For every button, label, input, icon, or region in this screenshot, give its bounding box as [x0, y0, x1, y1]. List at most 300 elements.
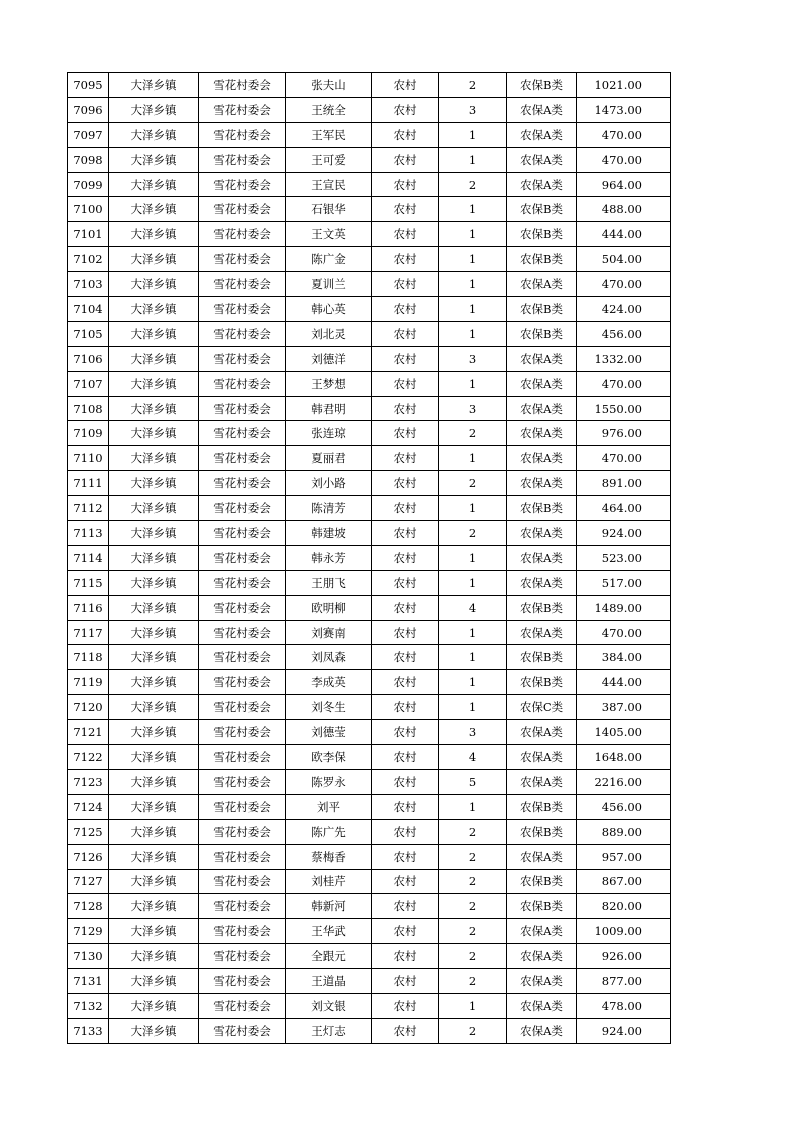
row-number-cell: 7130 [68, 944, 109, 969]
insurance-category-cell: 农保A类 [507, 446, 577, 471]
area-type-cell: 农村 [372, 645, 439, 670]
area-type-cell: 农村 [372, 844, 439, 869]
row-number-cell: 7107 [68, 371, 109, 396]
area-type-cell: 农村 [372, 421, 439, 446]
row-number-cell: 7106 [68, 346, 109, 371]
table-row [68, 993, 671, 1018]
table-row [68, 894, 671, 919]
table-row [68, 620, 671, 645]
amount-cell: 470.00 [577, 122, 671, 147]
name-cell: 王军民 [286, 122, 372, 147]
amount-cell: 1332.00 [577, 346, 671, 371]
village-committee-cell: 雪花村委会 [199, 645, 286, 670]
village-committee-cell: 雪花村委会 [199, 471, 286, 496]
township-cell: 大泽乡镇 [109, 969, 199, 994]
village-committee-cell: 雪花村委会 [199, 197, 286, 222]
row-number-cell: 7100 [68, 197, 109, 222]
township-cell: 大泽乡镇 [109, 844, 199, 869]
area-type-cell: 农村 [372, 769, 439, 794]
name-cell: 夏丽君 [286, 446, 372, 471]
village-committee-cell: 雪花村委会 [199, 521, 286, 546]
row-number-cell: 7124 [68, 794, 109, 819]
name-cell: 王文英 [286, 222, 372, 247]
table-row [68, 1018, 671, 1043]
area-type-cell: 农村 [372, 620, 439, 645]
area-type-cell: 农村 [372, 695, 439, 720]
township-cell: 大泽乡镇 [109, 421, 199, 446]
table-row [68, 695, 671, 720]
village-committee-cell: 雪花村委会 [199, 944, 286, 969]
area-type-cell: 农村 [372, 794, 439, 819]
area-type-cell: 农村 [372, 321, 439, 346]
amount-cell: 924.00 [577, 1018, 671, 1043]
area-type-cell: 农村 [372, 222, 439, 247]
insurance-category-cell: 农保B类 [507, 645, 577, 670]
household-count-cell: 1 [439, 496, 507, 521]
name-cell: 刘平 [286, 794, 372, 819]
name-cell: 陈罗永 [286, 769, 372, 794]
area-type-cell: 农村 [372, 371, 439, 396]
table-row [68, 247, 671, 272]
area-type-cell: 农村 [372, 272, 439, 297]
insurance-category-cell: 农保A类 [507, 769, 577, 794]
area-type-cell: 农村 [372, 396, 439, 421]
township-cell: 大泽乡镇 [109, 595, 199, 620]
name-cell: 王灯志 [286, 1018, 372, 1043]
amount-cell: 456.00 [577, 321, 671, 346]
household-count-cell: 1 [439, 570, 507, 595]
name-cell: 刘桂芹 [286, 869, 372, 894]
name-cell: 王可爱 [286, 147, 372, 172]
area-type-cell: 农村 [372, 720, 439, 745]
village-committee-cell: 雪花村委会 [199, 396, 286, 421]
village-committee-cell: 雪花村委会 [199, 147, 286, 172]
area-type-cell: 农村 [372, 197, 439, 222]
township-cell: 大泽乡镇 [109, 521, 199, 546]
household-count-cell: 1 [439, 197, 507, 222]
township-cell: 大泽乡镇 [109, 645, 199, 670]
household-count-cell: 1 [439, 993, 507, 1018]
household-count-cell: 2 [439, 1018, 507, 1043]
village-committee-cell: 雪花村委会 [199, 745, 286, 770]
name-cell: 韩君明 [286, 396, 372, 421]
amount-cell: 926.00 [577, 944, 671, 969]
name-cell: 刘德洋 [286, 346, 372, 371]
table-row [68, 272, 671, 297]
insurance-category-cell: 农保B类 [507, 496, 577, 521]
table-row [68, 346, 671, 371]
amount-cell: 976.00 [577, 421, 671, 446]
row-number-cell: 7110 [68, 446, 109, 471]
household-count-cell: 1 [439, 297, 507, 322]
insurance-category-cell: 农保A类 [507, 396, 577, 421]
name-cell: 刘凤森 [286, 645, 372, 670]
row-number-cell: 7132 [68, 993, 109, 1018]
name-cell: 刘小路 [286, 471, 372, 496]
insurance-category-cell: 农保A类 [507, 471, 577, 496]
household-count-cell: 1 [439, 695, 507, 720]
village-committee-cell: 雪花村委会 [199, 993, 286, 1018]
household-count-cell: 3 [439, 346, 507, 371]
township-cell: 大泽乡镇 [109, 97, 199, 122]
township-cell: 大泽乡镇 [109, 894, 199, 919]
insurance-category-cell: 农保A类 [507, 421, 577, 446]
amount-cell: 424.00 [577, 297, 671, 322]
table-row [68, 73, 671, 98]
township-cell: 大泽乡镇 [109, 446, 199, 471]
amount-cell: 470.00 [577, 147, 671, 172]
township-cell: 大泽乡镇 [109, 496, 199, 521]
township-cell: 大泽乡镇 [109, 122, 199, 147]
name-cell: 王华武 [286, 919, 372, 944]
table-row [68, 421, 671, 446]
township-cell: 大泽乡镇 [109, 272, 199, 297]
township-cell: 大泽乡镇 [109, 570, 199, 595]
table-row [68, 172, 671, 197]
township-cell: 大泽乡镇 [109, 1018, 199, 1043]
name-cell: 王道晶 [286, 969, 372, 994]
amount-cell: 387.00 [577, 695, 671, 720]
village-committee-cell: 雪花村委会 [199, 695, 286, 720]
township-cell: 大泽乡镇 [109, 720, 199, 745]
village-committee-cell: 雪花村委会 [199, 122, 286, 147]
household-count-cell: 5 [439, 769, 507, 794]
table-row [68, 471, 671, 496]
village-committee-cell: 雪花村委会 [199, 969, 286, 994]
amount-cell: 867.00 [577, 869, 671, 894]
household-count-cell: 3 [439, 396, 507, 421]
village-committee-cell: 雪花村委会 [199, 869, 286, 894]
township-cell: 大泽乡镇 [109, 769, 199, 794]
insurance-category-cell: 农保A类 [507, 720, 577, 745]
area-type-cell: 农村 [372, 545, 439, 570]
name-cell: 刘冬生 [286, 695, 372, 720]
insurance-category-cell: 农保A类 [507, 545, 577, 570]
insurance-category-cell: 农保B类 [507, 794, 577, 819]
insurance-category-cell: 农保A类 [507, 272, 577, 297]
table-row [68, 745, 671, 770]
village-committee-cell: 雪花村委会 [199, 844, 286, 869]
row-number-cell: 7104 [68, 297, 109, 322]
amount-cell: 444.00 [577, 670, 671, 695]
row-number-cell: 7112 [68, 496, 109, 521]
row-number-cell: 7113 [68, 521, 109, 546]
household-count-cell: 1 [439, 670, 507, 695]
township-cell: 大泽乡镇 [109, 620, 199, 645]
insurance-category-cell: 农保B类 [507, 670, 577, 695]
amount-cell: 384.00 [577, 645, 671, 670]
row-number-cell: 7117 [68, 620, 109, 645]
amount-cell: 1405.00 [577, 720, 671, 745]
township-cell: 大泽乡镇 [109, 371, 199, 396]
amount-cell: 924.00 [577, 521, 671, 546]
insurance-category-cell: 农保A类 [507, 969, 577, 994]
household-count-cell: 1 [439, 645, 507, 670]
household-count-cell: 2 [439, 969, 507, 994]
area-type-cell: 农村 [372, 122, 439, 147]
row-number-cell: 7102 [68, 247, 109, 272]
table-row [68, 396, 671, 421]
insurance-category-cell: 农保A类 [507, 570, 577, 595]
row-number-cell: 7109 [68, 421, 109, 446]
name-cell: 欧李保 [286, 745, 372, 770]
household-count-cell: 2 [439, 521, 507, 546]
table-row [68, 869, 671, 894]
household-count-cell: 2 [439, 894, 507, 919]
amount-cell: 820.00 [577, 894, 671, 919]
village-committee-cell: 雪花村委会 [199, 272, 286, 297]
table-row [68, 297, 671, 322]
table-row [68, 919, 671, 944]
insurance-category-cell: 农保B类 [507, 819, 577, 844]
table-row [68, 819, 671, 844]
village-committee-cell: 雪花村委会 [199, 297, 286, 322]
area-type-cell: 农村 [372, 172, 439, 197]
village-committee-cell: 雪花村委会 [199, 894, 286, 919]
name-cell: 刘文银 [286, 993, 372, 1018]
name-cell: 陈清芳 [286, 496, 372, 521]
amount-cell: 456.00 [577, 794, 671, 819]
township-cell: 大泽乡镇 [109, 471, 199, 496]
township-cell: 大泽乡镇 [109, 297, 199, 322]
name-cell: 韩建坡 [286, 521, 372, 546]
name-cell: 欧明柳 [286, 595, 372, 620]
row-number-cell: 7097 [68, 122, 109, 147]
area-type-cell: 农村 [372, 894, 439, 919]
area-type-cell: 农村 [372, 1018, 439, 1043]
village-committee-cell: 雪花村委会 [199, 346, 286, 371]
township-cell: 大泽乡镇 [109, 695, 199, 720]
name-cell: 刘赛南 [286, 620, 372, 645]
name-cell: 全跟元 [286, 944, 372, 969]
name-cell: 王朋飞 [286, 570, 372, 595]
township-cell: 大泽乡镇 [109, 745, 199, 770]
township-cell: 大泽乡镇 [109, 222, 199, 247]
name-cell: 陈广先 [286, 819, 372, 844]
insurance-category-cell: 农保A类 [507, 97, 577, 122]
township-cell: 大泽乡镇 [109, 919, 199, 944]
household-count-cell: 1 [439, 545, 507, 570]
area-type-cell: 农村 [372, 471, 439, 496]
area-type-cell: 农村 [372, 147, 439, 172]
row-number-cell: 7114 [68, 545, 109, 570]
amount-cell: 478.00 [577, 993, 671, 1018]
row-number-cell: 7128 [68, 894, 109, 919]
data-table [67, 72, 671, 1044]
township-cell: 大泽乡镇 [109, 944, 199, 969]
name-cell: 张夫山 [286, 73, 372, 98]
insurance-category-cell: 农保B类 [507, 197, 577, 222]
amount-cell: 1473.00 [577, 97, 671, 122]
amount-cell: 470.00 [577, 371, 671, 396]
table-row [68, 944, 671, 969]
name-cell: 夏训兰 [286, 272, 372, 297]
household-count-cell: 2 [439, 421, 507, 446]
table-row [68, 645, 671, 670]
amount-cell: 889.00 [577, 819, 671, 844]
township-cell: 大泽乡镇 [109, 321, 199, 346]
township-cell: 大泽乡镇 [109, 545, 199, 570]
table-body [68, 73, 671, 1044]
village-committee-cell: 雪花村委会 [199, 496, 286, 521]
household-count-cell: 4 [439, 745, 507, 770]
amount-cell: 964.00 [577, 172, 671, 197]
area-type-cell: 农村 [372, 944, 439, 969]
insurance-category-cell: 农保A类 [507, 620, 577, 645]
row-number-cell: 7122 [68, 745, 109, 770]
table-row [68, 147, 671, 172]
village-committee-cell: 雪花村委会 [199, 446, 286, 471]
amount-cell: 470.00 [577, 446, 671, 471]
table-row [68, 720, 671, 745]
row-number-cell: 7123 [68, 769, 109, 794]
township-cell: 大泽乡镇 [109, 396, 199, 421]
village-committee-cell: 雪花村委会 [199, 172, 286, 197]
amount-cell: 2216.00 [577, 769, 671, 794]
insurance-category-cell: 农保B类 [507, 595, 577, 620]
table-row [68, 321, 671, 346]
amount-cell: 1648.00 [577, 745, 671, 770]
row-number-cell: 7118 [68, 645, 109, 670]
insurance-category-cell: 农保B类 [507, 869, 577, 894]
area-type-cell: 农村 [372, 869, 439, 894]
household-count-cell: 2 [439, 172, 507, 197]
township-cell: 大泽乡镇 [109, 794, 199, 819]
row-number-cell: 7133 [68, 1018, 109, 1043]
household-count-cell: 1 [439, 147, 507, 172]
row-number-cell: 7131 [68, 969, 109, 994]
amount-cell: 957.00 [577, 844, 671, 869]
row-number-cell: 7099 [68, 172, 109, 197]
household-count-cell: 2 [439, 944, 507, 969]
row-number-cell: 7101 [68, 222, 109, 247]
village-committee-cell: 雪花村委会 [199, 247, 286, 272]
household-count-cell: 1 [439, 122, 507, 147]
name-cell: 刘德莹 [286, 720, 372, 745]
township-cell: 大泽乡镇 [109, 147, 199, 172]
village-committee-cell: 雪花村委会 [199, 97, 286, 122]
amount-cell: 523.00 [577, 545, 671, 570]
household-count-cell: 2 [439, 919, 507, 944]
area-type-cell: 农村 [372, 73, 439, 98]
row-number-cell: 7115 [68, 570, 109, 595]
insurance-category-cell: 农保A类 [507, 346, 577, 371]
row-number-cell: 7120 [68, 695, 109, 720]
insurance-category-cell: 农保B类 [507, 894, 577, 919]
insurance-category-cell: 农保B类 [507, 297, 577, 322]
table-row [68, 446, 671, 471]
village-committee-cell: 雪花村委会 [199, 1018, 286, 1043]
row-number-cell: 7098 [68, 147, 109, 172]
household-count-cell: 1 [439, 794, 507, 819]
village-committee-cell: 雪花村委会 [199, 620, 286, 645]
township-cell: 大泽乡镇 [109, 247, 199, 272]
name-cell: 王宣民 [286, 172, 372, 197]
township-cell: 大泽乡镇 [109, 869, 199, 894]
table-row [68, 769, 671, 794]
village-committee-cell: 雪花村委会 [199, 570, 286, 595]
name-cell: 张连琼 [286, 421, 372, 446]
village-committee-cell: 雪花村委会 [199, 321, 286, 346]
amount-cell: 1009.00 [577, 919, 671, 944]
area-type-cell: 农村 [372, 247, 439, 272]
amount-cell: 464.00 [577, 496, 671, 521]
household-count-cell: 3 [439, 720, 507, 745]
insurance-category-cell: 农保A类 [507, 944, 577, 969]
township-cell: 大泽乡镇 [109, 670, 199, 695]
row-number-cell: 7121 [68, 720, 109, 745]
row-number-cell: 7105 [68, 321, 109, 346]
row-number-cell: 7127 [68, 869, 109, 894]
household-count-cell: 1 [439, 272, 507, 297]
table-row [68, 545, 671, 570]
insurance-category-cell: 农保A类 [507, 919, 577, 944]
row-number-cell: 7096 [68, 97, 109, 122]
insurance-category-cell: 农保A类 [507, 745, 577, 770]
amount-cell: 470.00 [577, 620, 671, 645]
insurance-category-cell: 农保A类 [507, 147, 577, 172]
name-cell: 韩新河 [286, 894, 372, 919]
row-number-cell: 7125 [68, 819, 109, 844]
table-row [68, 97, 671, 122]
insurance-category-cell: 农保B类 [507, 73, 577, 98]
area-type-cell: 农村 [372, 297, 439, 322]
row-number-cell: 7103 [68, 272, 109, 297]
area-type-cell: 农村 [372, 745, 439, 770]
area-type-cell: 农村 [372, 819, 439, 844]
insurance-category-cell: 农保A类 [507, 521, 577, 546]
village-committee-cell: 雪花村委会 [199, 819, 286, 844]
household-count-cell: 1 [439, 371, 507, 396]
village-committee-cell: 雪花村委会 [199, 670, 286, 695]
household-count-cell: 2 [439, 73, 507, 98]
table-row [68, 670, 671, 695]
amount-cell: 1021.00 [577, 73, 671, 98]
amount-cell: 470.00 [577, 272, 671, 297]
area-type-cell: 农村 [372, 919, 439, 944]
household-count-cell: 2 [439, 471, 507, 496]
household-count-cell: 1 [439, 321, 507, 346]
row-number-cell: 7119 [68, 670, 109, 695]
village-committee-cell: 雪花村委会 [199, 222, 286, 247]
village-committee-cell: 雪花村委会 [199, 545, 286, 570]
table-row [68, 122, 671, 147]
amount-cell: 517.00 [577, 570, 671, 595]
name-cell: 韩永芳 [286, 545, 372, 570]
amount-cell: 1489.00 [577, 595, 671, 620]
village-committee-cell: 雪花村委会 [199, 794, 286, 819]
amount-cell: 877.00 [577, 969, 671, 994]
area-type-cell: 农村 [372, 993, 439, 1018]
amount-cell: 1550.00 [577, 396, 671, 421]
insurance-category-cell: 农保A类 [507, 172, 577, 197]
village-committee-cell: 雪花村委会 [199, 371, 286, 396]
insurance-category-cell: 农保A类 [507, 371, 577, 396]
name-cell: 王统全 [286, 97, 372, 122]
table-row [68, 969, 671, 994]
village-committee-cell: 雪花村委会 [199, 595, 286, 620]
insurance-category-cell: 农保B类 [507, 321, 577, 346]
amount-cell: 504.00 [577, 247, 671, 272]
insurance-category-cell: 农保A类 [507, 122, 577, 147]
name-cell: 王梦想 [286, 371, 372, 396]
insurance-category-cell: 农保B类 [507, 247, 577, 272]
area-type-cell: 农村 [372, 670, 439, 695]
area-type-cell: 农村 [372, 570, 439, 595]
insurance-category-cell: 农保A类 [507, 1018, 577, 1043]
amount-cell: 488.00 [577, 197, 671, 222]
row-number-cell: 7111 [68, 471, 109, 496]
